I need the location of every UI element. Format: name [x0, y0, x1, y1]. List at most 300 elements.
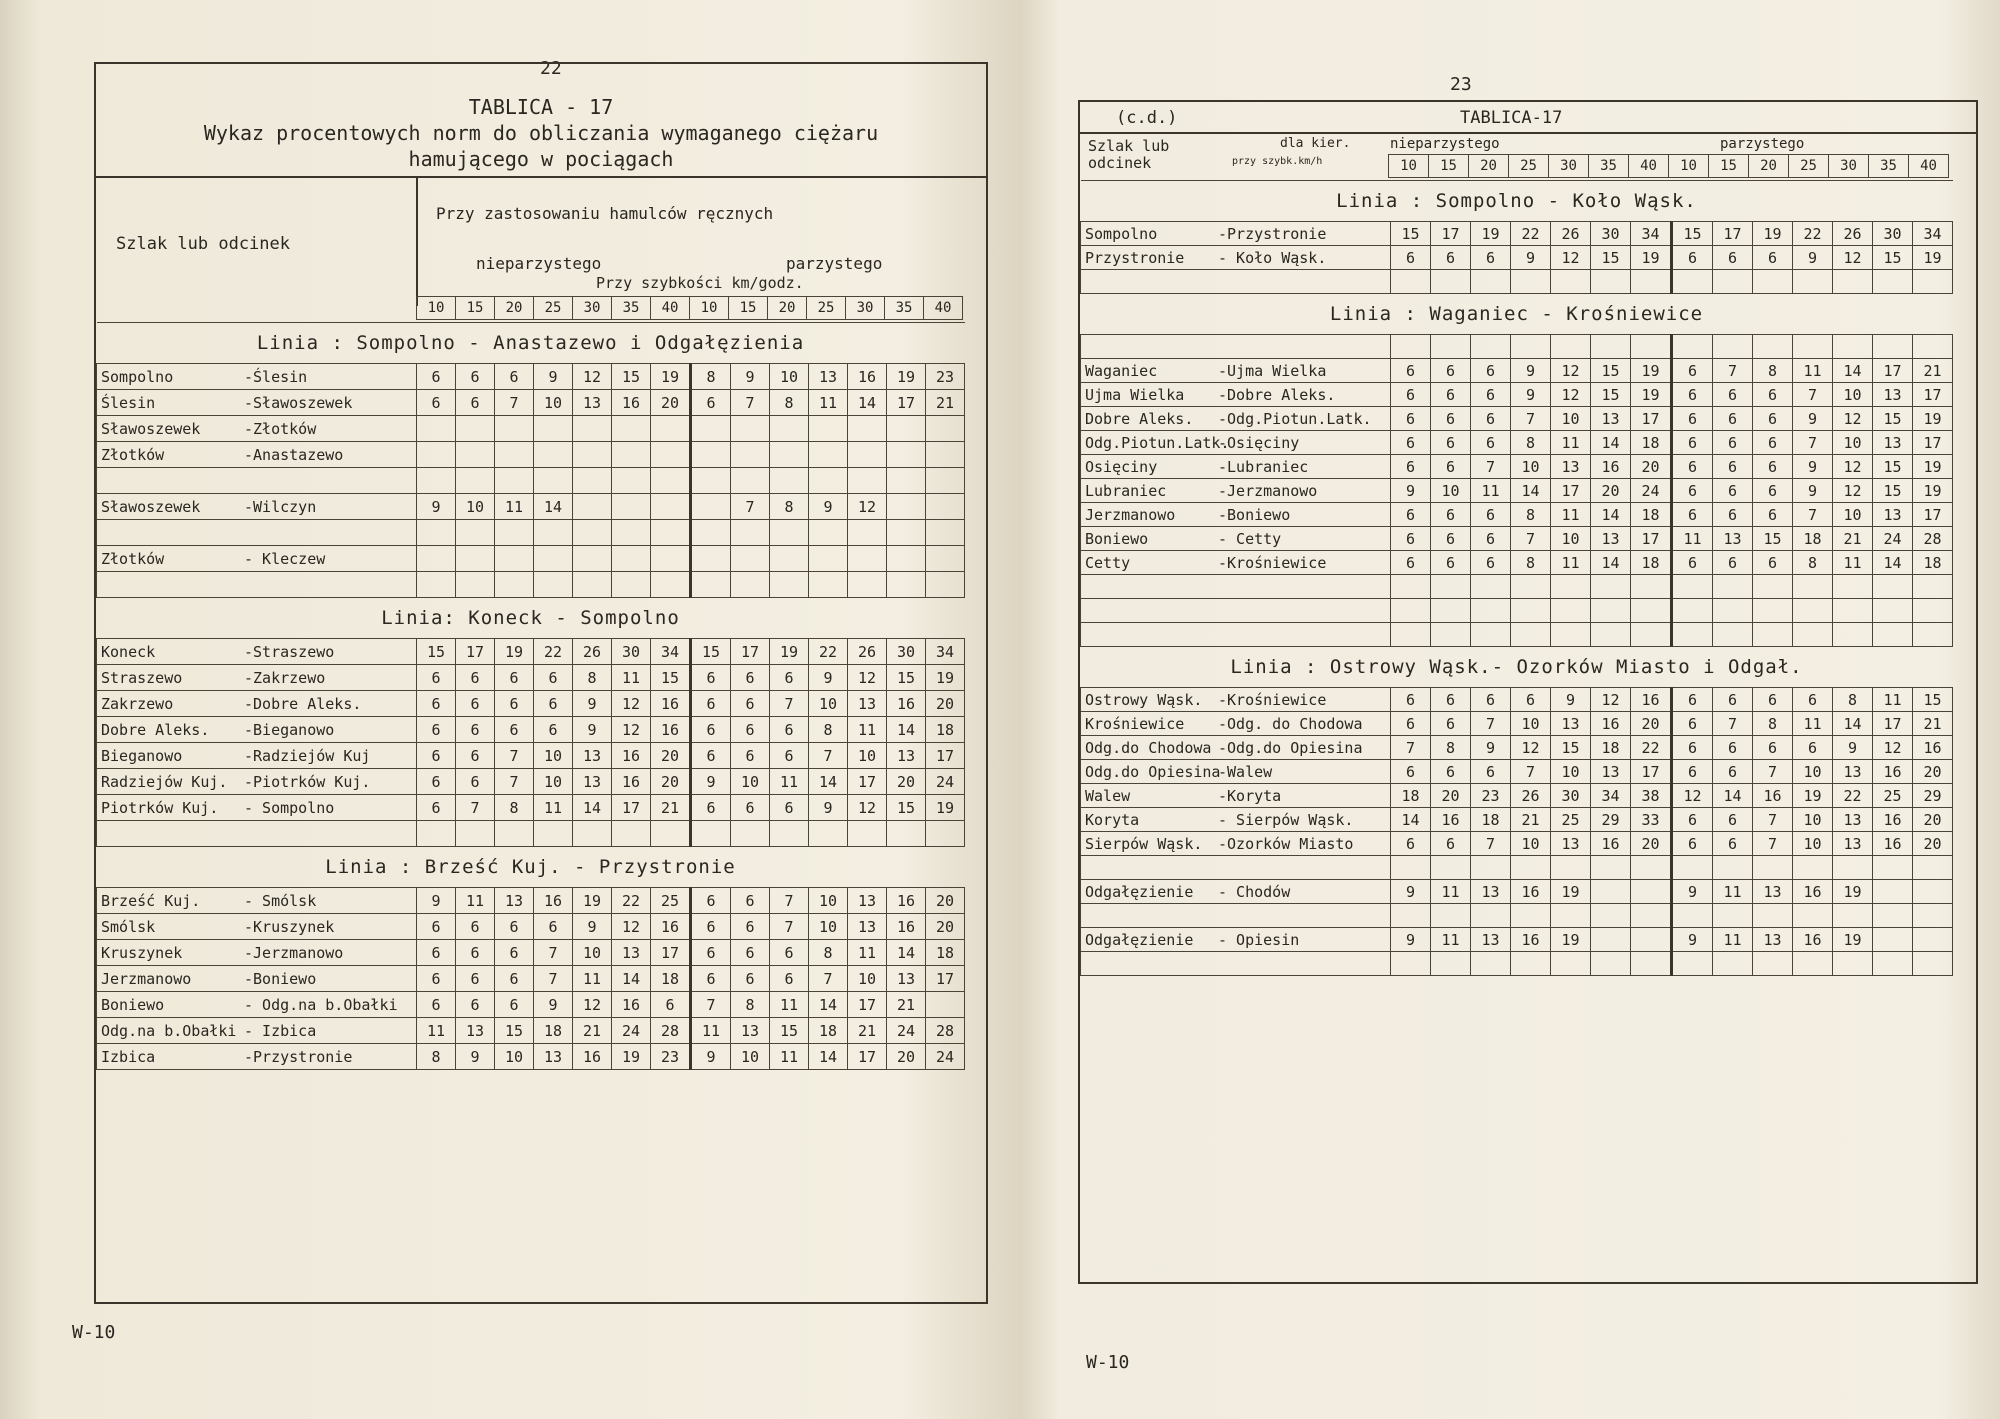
route-to: -Odg.Piotun.Latk.: [1215, 407, 1391, 431]
value-cell: 12: [1672, 784, 1713, 808]
value-cell: 17: [848, 992, 887, 1018]
value-cell: [770, 468, 809, 494]
route-to: [1215, 599, 1391, 623]
value-cell: 34: [1591, 784, 1631, 808]
value-cell: 6: [1713, 407, 1753, 431]
route-from: [97, 821, 242, 847]
value-cell: 11: [1873, 688, 1913, 712]
value-cell: [887, 546, 926, 572]
value-cell: 16: [1873, 808, 1913, 832]
table-row: [97, 966, 965, 992]
route-from: Lubraniec: [1081, 479, 1216, 503]
value-cell: 6: [1431, 431, 1471, 455]
value-cell: 6: [1713, 808, 1753, 832]
value-cell: 17: [612, 795, 651, 821]
value-cell: 9: [1672, 928, 1713, 952]
value-cell: 13: [456, 1018, 495, 1044]
value-cell: 6: [1391, 527, 1431, 551]
value-cell: 17: [887, 390, 926, 416]
value-cell: 10: [1551, 760, 1591, 784]
value-cell: 15: [1753, 527, 1793, 551]
value-cell: 24: [926, 769, 965, 795]
table-row: [1081, 856, 1953, 880]
value-cell: 6: [417, 769, 456, 795]
value-cell: [809, 468, 848, 494]
table-row: [97, 416, 965, 442]
value-cell: 6: [1471, 503, 1511, 527]
page-number: 23: [1450, 74, 1472, 95]
value-cell: [1713, 270, 1753, 294]
value-cell: 24: [926, 1044, 965, 1070]
value-cell: [1793, 623, 1833, 647]
speed-cell: 20: [495, 297, 534, 320]
value-cell: 19: [1913, 455, 1953, 479]
value-cell: [731, 416, 770, 442]
value-cell: 16: [1631, 688, 1672, 712]
value-cell: 15: [1873, 455, 1913, 479]
value-cell: [612, 572, 651, 598]
value-cell: 9: [1793, 246, 1833, 270]
route-to: [241, 572, 417, 598]
value-cell: [926, 992, 965, 1018]
route-to: [1215, 623, 1391, 647]
value-cell: 13: [848, 914, 887, 940]
value-cell: 13: [1873, 503, 1913, 527]
value-cell: 11: [1793, 359, 1833, 383]
value-cell: 15: [1873, 407, 1913, 431]
value-cell: [1471, 623, 1511, 647]
value-cell: 6: [1713, 832, 1753, 856]
table-row: [97, 1044, 965, 1070]
value-cell: [1431, 270, 1471, 294]
value-cell: 6: [691, 914, 731, 940]
route-to: -Dobre Aleks.: [241, 691, 417, 717]
value-cell: 10: [1793, 808, 1833, 832]
route-to: -Jerzmanowo: [241, 940, 417, 966]
value-cell: [1551, 599, 1591, 623]
value-cell: 6: [1713, 246, 1753, 270]
value-cell: [1631, 856, 1672, 880]
value-cell: 14: [1833, 359, 1873, 383]
value-cell: [770, 821, 809, 847]
value-cell: [1873, 599, 1913, 623]
value-cell: 21: [1511, 808, 1551, 832]
route-from: Straszewo: [97, 665, 242, 691]
value-cell: 13: [1591, 407, 1631, 431]
value-cell: [1591, 928, 1631, 952]
table-row: [97, 546, 965, 572]
route-from: Walew: [1081, 784, 1216, 808]
value-cell: [809, 821, 848, 847]
value-cell: 6: [1391, 246, 1431, 270]
table-row: [1081, 760, 1953, 784]
value-cell: 6: [731, 717, 770, 743]
value-cell: 6: [495, 364, 534, 390]
route-from: Smólsk: [97, 914, 242, 940]
table-body: [1080, 180, 1953, 976]
value-cell: 20: [651, 743, 691, 769]
value-cell: 14: [1591, 551, 1631, 575]
table-row: [1081, 928, 1953, 952]
table-row: [1081, 952, 1953, 976]
value-cell: [1753, 952, 1793, 976]
value-cell: 6: [770, 743, 809, 769]
value-cell: 8: [1833, 688, 1873, 712]
value-cell: 30: [1551, 784, 1591, 808]
value-cell: [731, 468, 770, 494]
route-to: -Walew: [1215, 760, 1391, 784]
value-cell: 8: [495, 795, 534, 821]
value-cell: 6: [1672, 407, 1713, 431]
table-row: [97, 821, 965, 847]
value-cell: 12: [848, 494, 887, 520]
section-title: Linia : Ostrowy Wąsk.- Ozorków Miasto i Odgał.: [1081, 647, 1953, 688]
speed-cell: 10: [1389, 155, 1429, 178]
value-cell: [1713, 575, 1753, 599]
value-cell: [1511, 952, 1551, 976]
value-cell: [1713, 952, 1753, 976]
value-cell: 22: [1833, 784, 1873, 808]
value-cell: 9: [1471, 736, 1511, 760]
value-cell: 14: [1713, 784, 1753, 808]
route-to: - Sompolno: [241, 795, 417, 821]
value-cell: [1713, 599, 1753, 623]
value-cell: 8: [731, 992, 770, 1018]
value-cell: [1913, 856, 1953, 880]
value-cell: [534, 546, 573, 572]
value-cell: 6: [1672, 383, 1713, 407]
value-cell: 7: [770, 888, 809, 914]
route-from: Izbica: [97, 1044, 242, 1070]
value-cell: 10: [534, 390, 573, 416]
value-cell: 16: [887, 888, 926, 914]
value-cell: 19: [1833, 928, 1873, 952]
value-cell: 29: [1913, 784, 1953, 808]
value-cell: 14: [887, 940, 926, 966]
value-cell: [612, 546, 651, 572]
value-cell: 12: [1551, 246, 1591, 270]
col-header-even: parzystego: [1720, 136, 1805, 152]
route-from: [1081, 599, 1216, 623]
value-cell: [1471, 856, 1511, 880]
divider: [96, 176, 986, 178]
value-cell: 7: [1511, 760, 1551, 784]
route-to: -Ślesin: [241, 364, 417, 390]
value-cell: 15: [887, 665, 926, 691]
value-cell: 13: [1873, 383, 1913, 407]
value-cell: 7: [731, 390, 770, 416]
value-cell: 8: [1753, 359, 1793, 383]
value-cell: 6: [1713, 551, 1753, 575]
value-cell: 11: [770, 769, 809, 795]
value-cell: 28: [1913, 527, 1953, 551]
value-cell: 6: [1431, 383, 1471, 407]
value-cell: 17: [1913, 383, 1953, 407]
value-cell: 11: [848, 717, 887, 743]
value-cell: [887, 572, 926, 598]
value-cell: [456, 821, 495, 847]
footer-code: W-10: [72, 1322, 116, 1343]
route-from: [1081, 270, 1216, 294]
value-cell: 11: [612, 665, 651, 691]
value-cell: 9: [1391, 880, 1431, 904]
table-row: [97, 390, 965, 416]
route-to: [1215, 952, 1391, 976]
value-cell: 19: [926, 665, 965, 691]
route-to: -Przystronie: [1215, 222, 1391, 246]
value-cell: 9: [1672, 880, 1713, 904]
value-cell: 7: [691, 992, 731, 1018]
table-row: [97, 795, 965, 821]
value-cell: [731, 546, 770, 572]
value-cell: 7: [770, 691, 809, 717]
value-cell: 19: [1551, 880, 1591, 904]
value-cell: [848, 821, 887, 847]
value-cell: 6: [417, 914, 456, 940]
value-cell: 6: [1672, 736, 1713, 760]
value-cell: 15: [1913, 688, 1953, 712]
value-cell: 16: [1873, 760, 1913, 784]
value-cell: 28: [926, 1018, 965, 1044]
value-cell: 11: [417, 1018, 456, 1044]
value-cell: 17: [731, 639, 770, 665]
value-cell: 14: [809, 1044, 848, 1070]
value-cell: [1591, 952, 1631, 976]
value-cell: [1672, 856, 1713, 880]
speed-cell: 35: [612, 297, 651, 320]
value-cell: 10: [1511, 455, 1551, 479]
value-cell: 10: [770, 364, 809, 390]
table-row: [97, 442, 965, 468]
table-row: [1081, 359, 1953, 383]
route-from: Piotrków Kuj.: [97, 795, 242, 821]
value-cell: [1591, 599, 1631, 623]
route-to: [241, 821, 417, 847]
value-cell: [1873, 623, 1913, 647]
value-cell: [1672, 904, 1713, 928]
value-cell: 11: [1471, 479, 1511, 503]
table-row: [97, 494, 965, 520]
value-cell: 16: [1591, 832, 1631, 856]
value-cell: 11: [1672, 527, 1713, 551]
value-cell: 16: [1431, 808, 1471, 832]
value-cell: 6: [1471, 760, 1511, 784]
value-cell: 16: [573, 1044, 612, 1070]
value-cell: 11: [495, 494, 534, 520]
value-cell: 6: [691, 743, 731, 769]
value-cell: 30: [887, 639, 926, 665]
value-cell: 6: [417, 743, 456, 769]
value-cell: [770, 572, 809, 598]
value-cell: [1873, 904, 1913, 928]
value-cell: [573, 416, 612, 442]
col-header-direction: dla kier.: [1280, 136, 1351, 151]
value-cell: 6: [456, 992, 495, 1018]
value-cell: 6: [731, 743, 770, 769]
value-cell: [1713, 623, 1753, 647]
table-row: [1081, 688, 1953, 712]
value-cell: 7: [534, 966, 573, 992]
route-from: [1081, 623, 1216, 647]
value-cell: 6: [534, 717, 573, 743]
value-cell: 14: [573, 795, 612, 821]
table-row: [1081, 246, 1953, 270]
route-from: Dobre Aleks.: [1081, 407, 1216, 431]
value-cell: [1551, 335, 1591, 359]
value-cell: [1591, 270, 1631, 294]
value-cell: [1793, 270, 1833, 294]
table-row: [97, 769, 965, 795]
value-cell: 19: [1631, 359, 1672, 383]
value-cell: 26: [1511, 784, 1551, 808]
value-cell: 20: [887, 769, 926, 795]
value-cell: [573, 468, 612, 494]
value-cell: [1511, 599, 1551, 623]
value-cell: [1672, 599, 1713, 623]
value-cell: 17: [1713, 222, 1753, 246]
value-cell: 6: [1713, 383, 1753, 407]
value-cell: 25: [1551, 808, 1591, 832]
value-cell: [1913, 880, 1953, 904]
value-cell: 13: [1591, 760, 1631, 784]
table-row: [97, 691, 965, 717]
value-cell: 18: [651, 966, 691, 992]
value-cell: [1672, 575, 1713, 599]
value-cell: [417, 442, 456, 468]
value-cell: 16: [534, 888, 573, 914]
value-cell: [1873, 952, 1913, 976]
value-cell: 6: [1672, 760, 1713, 784]
value-cell: 6: [1391, 712, 1431, 736]
value-cell: [809, 442, 848, 468]
value-cell: 38: [1631, 784, 1672, 808]
value-cell: 6: [456, 743, 495, 769]
route-to: -Odg.do Opiesina: [1215, 736, 1391, 760]
value-cell: [417, 416, 456, 442]
value-cell: [1391, 952, 1431, 976]
table-row: [97, 914, 965, 940]
value-cell: [1591, 575, 1631, 599]
value-cell: 17: [848, 1044, 887, 1070]
value-cell: 6: [1753, 383, 1793, 407]
route-from: Sompolno: [97, 364, 242, 390]
page-number: 22: [540, 58, 562, 79]
value-cell: 10: [1551, 527, 1591, 551]
route-from: Odg.do Chodowa: [1081, 736, 1216, 760]
route-from: Dobre Aleks.: [97, 717, 242, 743]
route-to: -Przystronie: [241, 1044, 417, 1070]
value-cell: [1631, 928, 1672, 952]
value-cell: [1753, 904, 1793, 928]
value-cell: 19: [612, 1044, 651, 1070]
value-cell: [691, 520, 731, 546]
value-cell: 6: [1672, 246, 1713, 270]
value-cell: 6: [1431, 688, 1471, 712]
route-from: Odgałęzienie: [1081, 928, 1216, 952]
route-from: Złotków: [97, 546, 242, 572]
value-cell: 9: [417, 888, 456, 914]
table-subtitle: Wykaz procentowych norm do obliczania wymaganego ciężaru: [203, 121, 879, 145]
value-cell: 6: [417, 966, 456, 992]
value-cell: 15: [1591, 359, 1631, 383]
table-row: [1081, 736, 1953, 760]
route-to: [1215, 575, 1391, 599]
value-cell: 17: [1551, 479, 1591, 503]
value-cell: 17: [651, 940, 691, 966]
value-cell: 6: [1672, 455, 1713, 479]
route-to: -Piotrków Kuj.: [241, 769, 417, 795]
value-cell: 6: [1753, 736, 1793, 760]
route-from: [1081, 904, 1216, 928]
value-cell: 20: [1631, 455, 1672, 479]
value-cell: 6: [417, 940, 456, 966]
value-cell: [651, 546, 691, 572]
value-cell: [456, 468, 495, 494]
value-cell: 17: [1631, 527, 1672, 551]
route-to: -Anastazewo: [241, 442, 417, 468]
value-cell: 18: [1913, 551, 1953, 575]
value-cell: [1591, 335, 1631, 359]
value-cell: 19: [1913, 407, 1953, 431]
value-cell: 6: [1713, 431, 1753, 455]
route-from: Brześć Kuj.: [97, 888, 242, 914]
table-row: [97, 717, 965, 743]
value-cell: [612, 442, 651, 468]
value-cell: 8: [1511, 551, 1551, 575]
value-cell: 20: [1913, 760, 1953, 784]
route-to: [241, 520, 417, 546]
value-cell: 16: [651, 914, 691, 940]
value-cell: [1391, 335, 1431, 359]
value-cell: [1551, 270, 1591, 294]
value-cell: 10: [1551, 407, 1591, 431]
value-cell: [1873, 270, 1913, 294]
value-cell: 10: [1793, 760, 1833, 784]
value-cell: 13: [809, 364, 848, 390]
section-title: Linia : Waganiec - Krośniewice: [1081, 294, 1953, 335]
value-cell: [495, 416, 534, 442]
value-cell: [573, 546, 612, 572]
value-cell: 11: [1431, 928, 1471, 952]
value-cell: 10: [731, 1044, 770, 1070]
value-cell: 8: [1511, 503, 1551, 527]
value-cell: 17: [926, 743, 965, 769]
value-cell: 10: [809, 888, 848, 914]
value-cell: 10: [456, 494, 495, 520]
table-row: [1081, 527, 1953, 551]
table-row: [1081, 880, 1953, 904]
value-cell: 6: [495, 691, 534, 717]
value-cell: 13: [887, 743, 926, 769]
value-cell: 24: [612, 1018, 651, 1044]
value-cell: [1913, 928, 1953, 952]
table-row: [1081, 599, 1953, 623]
value-cell: 7: [1753, 760, 1793, 784]
value-cell: 6: [1753, 503, 1793, 527]
value-cell: 26: [1551, 222, 1591, 246]
value-cell: 25: [651, 888, 691, 914]
value-cell: 6: [1672, 551, 1713, 575]
value-cell: 10: [809, 691, 848, 717]
value-cell: 21: [1913, 359, 1953, 383]
value-cell: 6: [1391, 832, 1431, 856]
speed-cell: 10: [690, 297, 729, 320]
route-from: Radziejów Kuj.: [97, 769, 242, 795]
value-cell: 17: [1631, 407, 1672, 431]
value-cell: 19: [1913, 246, 1953, 270]
value-cell: [1511, 856, 1551, 880]
value-cell: 6: [1713, 455, 1753, 479]
